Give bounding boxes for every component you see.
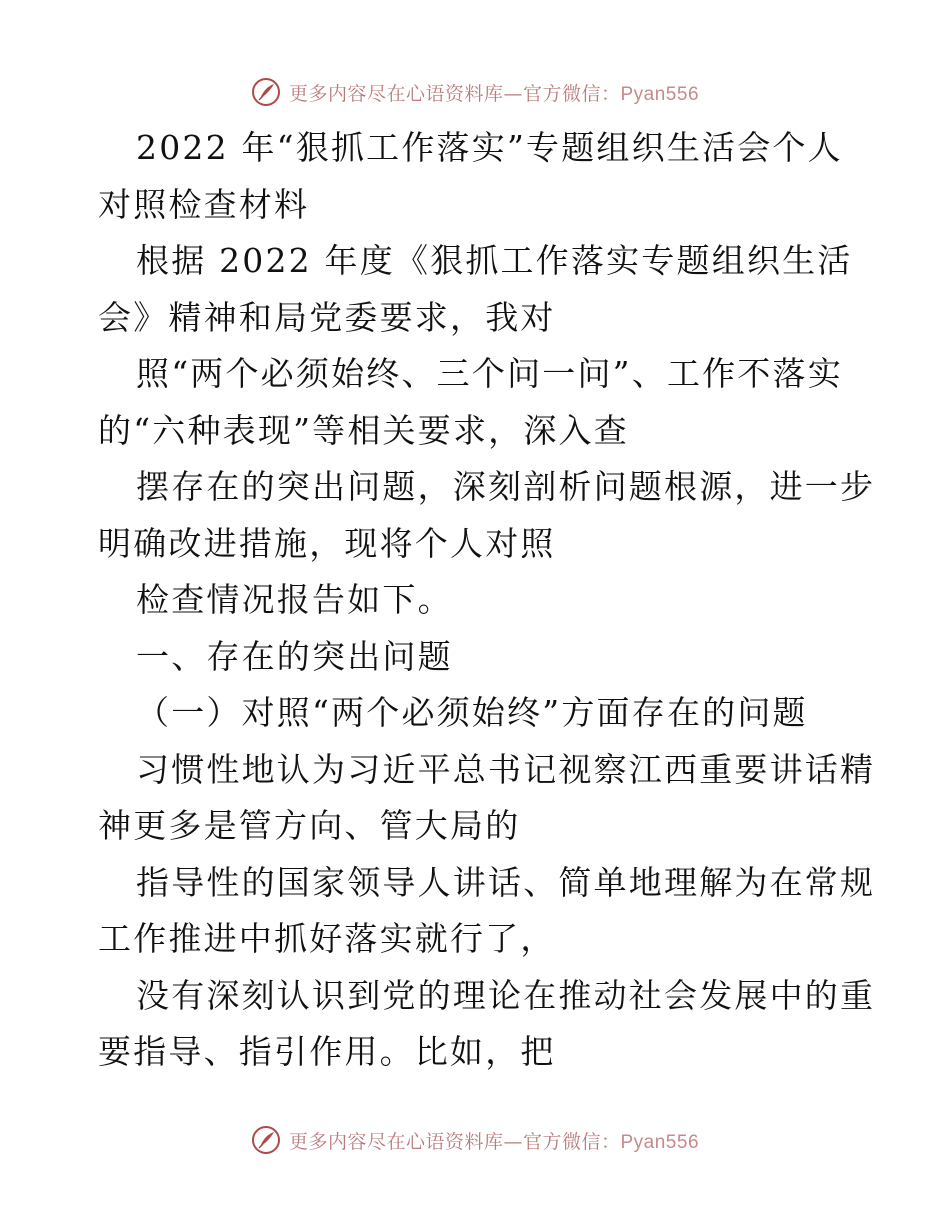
text-line: 照“两个必须始终、三个问一问”、工作不落实 <box>136 354 843 393</box>
text-line: 一、存在的突出问题 <box>136 636 453 676</box>
watermark-text: 更多内容尽在心语资料库—官方微信：Pyan556 <box>288 1130 700 1153</box>
watermark-text: 更多内容尽在心语资料库—官方微信：Pyan556 <box>288 82 700 105</box>
text-line: 检查情况报告如下。 <box>136 580 453 619</box>
text-line: 的“六种表现”等相关要求，深入查 <box>98 410 629 450</box>
text-line: 根据 2022 年度《狠抓工作落实专题组织生活 <box>136 241 853 280</box>
text-line: 2022 年“狠抓工作落实”专题组织生活会个人 <box>136 128 843 167</box>
text-line: 对照检查材料 <box>98 184 310 224</box>
text-line: 习惯性地认为习近平总书记视察江西重要讲话精 <box>136 749 876 789</box>
watermark-footer <box>0 1120 950 1160</box>
text-line: 没有深刻认识到党的理论在推动社会发展中的重 <box>136 975 876 1015</box>
feather-pen-logo-icon <box>251 77 281 107</box>
text-line: 会》精神和局党委要求，我对 <box>98 297 556 337</box>
text-line: （一）对照“两个必须始终”方面存在的问题 <box>136 693 808 732</box>
document-body <box>98 120 876 1081</box>
watermark-header <box>0 72 950 112</box>
text-line: 工作推进中抓好落实就行了， <box>98 919 556 958</box>
feather-pen-logo-icon <box>251 1125 281 1155</box>
text-line: 摆存在的突出问题，深刻剖析问题根源，进一步 <box>136 467 876 506</box>
text-line: 明确改进措施，现将个人对照 <box>98 523 556 563</box>
text-line: 要指导、指引作用。比如，把 <box>98 1032 556 1071</box>
text-line: 指导性的国家领导人讲话、简单地理解为在常规 <box>136 862 876 902</box>
text-line: 神更多是管方向、管大局的 <box>98 806 521 845</box>
